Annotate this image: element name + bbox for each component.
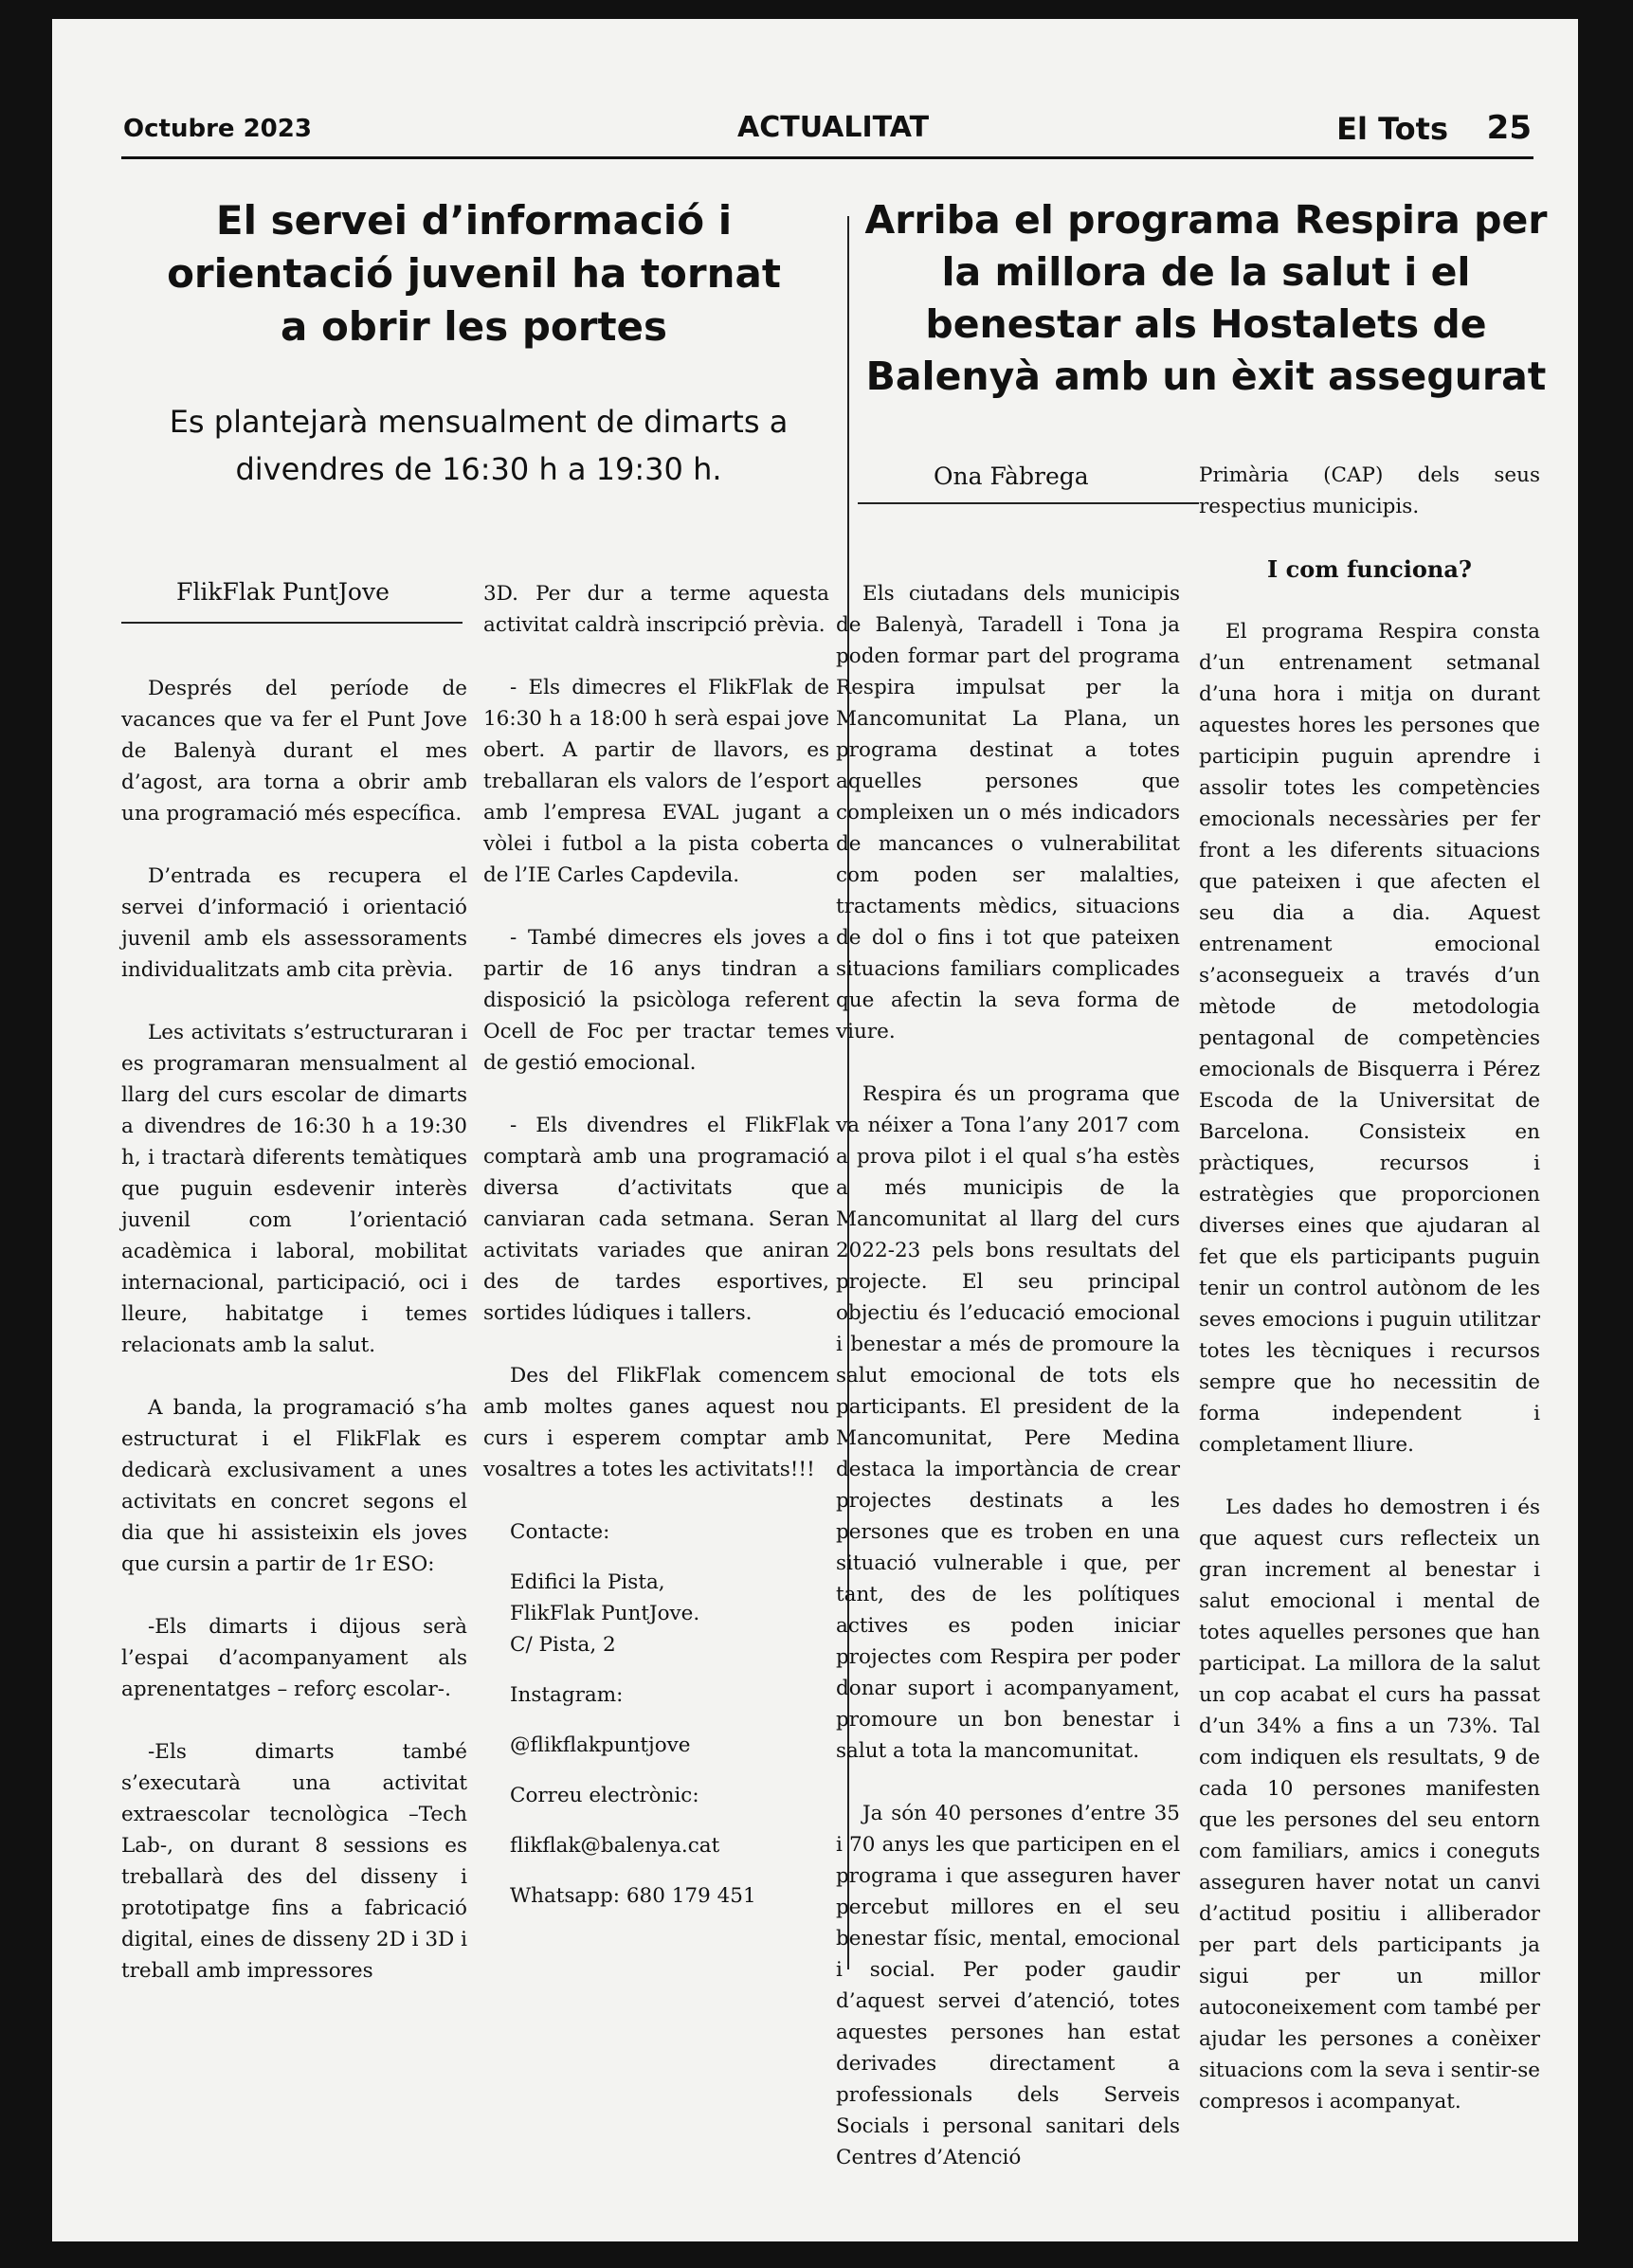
article1-column-1 — [121, 673, 467, 1987]
paragraph: A banda, la programació s’ha estructurat i el FlikFlak es dedicarà exclusivament a unes activitats en concret segons el dia que hi assisteixin els joves que cursin a partir de 1r ESO: — [121, 1396, 467, 1576]
paragraph: D’entrada es recupera el servei d’informació i orientació juvenil amb els assessoraments individualitzats amb cita prèvia. — [121, 864, 467, 982]
paragraph: Primària (CAP) dels seus respectius municipis. — [1199, 463, 1540, 518]
paragraph: -Els dimarts també s’executarà una activitat extraescolar tecnològica –Tech Lab-, on durant 8 sessions es treballarà des del disseny i prototipatge fins a fabricació digital, eines de disseny 2D i 3D i treball amb impressores — [121, 1740, 467, 1983]
issue-date: Octubre 2023 — [123, 115, 312, 143]
article1-column-2 — [483, 578, 829, 1931]
instagram-label: Instagram: — [510, 1683, 624, 1707]
paragraph: Respira és un programa que va néixer a Tona l’any 2017 com a prova pilot i el qual s’ha estès a més municipis de la Mancomunitat al llarg del curs 2022-23 pels bons resultats del projecte. El seu principal objectiu és l’educació emocional i benestar a més de promoure la salut emocional de tots els participants. El president de la Mancomunitat, Pere Medina destaca la importància de crear projectes destinats a les persones que es troben en una situació vulnerable i que, per tant, des de les polítiques actives es poden iniciar projectes com Respira per poder donar suport i acompanyament, promoure un bon benestar i salut a tota la mancomunitat. — [836, 1082, 1180, 1763]
contact-address-line: C/ Pista, 2 — [510, 1633, 616, 1657]
newspaper-page — [52, 19, 1578, 2241]
article2-subheading: I com funciona? — [1267, 555, 1472, 583]
paragraph: Ja són 40 persones d’entre 35 i 70 anys les que participen en el programa i que asseguren haver percebut millores en el seu benestar físic, mental, emocional i social. Per poder gaudir d’aquest servei d’atenció, totes aquestes persones han estat derivades directament a professionals dels Serveis Socials i personal sanitari dels Centres d’Atenció — [836, 1802, 1180, 2169]
paragraph: - També dimecres els joves a partir de 16 anys tindran a disposició la psicòloga referent Ocell de Foc per tractar temes de gestió emocional. — [483, 926, 829, 1075]
paragraph: El programa Respira consta d’un entrenament setmanal d’una hora i mitja on durant aquestes hores les persones que participin puguin aprendre i assolir totes les competències emocionals necessàries per fer front a les diferents situacions que pateixen i que afecten el seu dia a dia. Aquest entrenament emocional s’aconsegueix a través d’un mètode de metodologia pentagonal de competències emocionals de Bisquerra i Pérez Escoda de la Universitat de Barcelona. Consisteix en pràctiques, recursos i estratègies que proporcionen diverses eines que ajudaran al fet que els participants puguin tenir un control autònom de les seves emocions i puguin utilitzar totes les tècniques i recursos sempre que ho necessitin de forma independent i completament lliure. — [1199, 620, 1540, 1457]
contact-block — [483, 1516, 829, 1912]
article2-title: Arriba el programa Respira per la millora de la salut i el benestar als Hostalets de Balenyà amb un èxit assegurat — [864, 197, 1548, 399]
paragraph: Després del període de vacances que va fer el Punt Jove de Balenyà durant el mes d’agost, ara torna a obrir amb una programació més específica. — [121, 677, 467, 826]
article1-title: El servei d’informació i orientació juvenil ha tornat a obrir les portes — [167, 197, 781, 350]
whatsapp-number: Whatsapp: 680 179 451 — [510, 1884, 756, 1908]
article1-subtitle: Es plantejarà mensualment de dimarts a divendres de 16:30 h a 19:30 h. — [169, 404, 789, 487]
email-label: Correu electrònic: — [510, 1784, 699, 1807]
instagram-handle: @flikflakpuntjove — [510, 1733, 691, 1757]
email-address: flikflak@balenya.cat — [510, 1834, 720, 1858]
page-header — [121, 100, 1533, 159]
contact-address-line: Edifici la Pista, — [510, 1570, 665, 1594]
section-title: ACTUALITAT — [737, 111, 930, 144]
article2-author: Ona Fàbrega — [858, 463, 1199, 504]
publication-name: El Tots — [1336, 111, 1448, 147]
paragraph: Des del FlikFlak comencem amb moltes ganes aquest nou curs i esperem comptar amb vosaltres a totes les activitats!!! — [483, 1364, 829, 1481]
article1-author: FlikFlak PuntJove — [121, 578, 463, 624]
article2-column-2 — [1199, 460, 1540, 2117]
paragraph: - Els dimecres el FlikFlak de 16:30 h a 18:00 h serà espai jove obert. A partir de llavors, es treballaran els valors de l’esport amb l’empresa EVAL jugant a vòlei i futbol a la pista coberta de l’IE Carles Capdevila. — [483, 676, 829, 887]
paragraph: 3D. Per dur a terme aquesta activitat caldrà inscripció prèvia. — [483, 582, 829, 637]
paragraph: -Els dimarts i dijous serà l’espai d’acompanyament als aprenentatges – reforç escolar-. — [121, 1615, 467, 1701]
contact-heading: Contacte: — [510, 1520, 610, 1544]
paragraph: Les activitats s’estructuraran i es programaran mensualment al llarg del curs escolar de dimarts a divendres de 16:30 h a 19:30 h, i tractarà diferents temàtiques que puguin esdevenir interès juvenil com l’orientació acadèmica i laboral, mobilitat internacional, participació, oci i lleure, habitatge i temes relacionats amb la salut. — [121, 1021, 467, 1357]
paragraph: - Els divendres el FlikFlak comptarà amb una programació diversa d’activitats que canviaran cada setmana. Seran activitats variades que aniran des de tardes esportives, sortides lúdiques i tallers. — [483, 1114, 829, 1325]
paragraph: Els ciutadans dels municipis de Balenyà, Taradell i Tona ja poden formar part del programa Respira impulsat per la Mancomunitat La Plana, un programa destinat a totes aquelles persones que compleixen un o més indicadors de mancances o vulnerabilitat com poden ser malalties, tractaments mèdics, situacions de dol o fins i tot que pateixen situacions familiars complicades que afectin la seva forma de viure. — [836, 582, 1180, 1043]
page-number: 25 — [1486, 109, 1532, 147]
paragraph: Les dades ho demostren i és que aquest curs reflecteix un gran increment al benestar i salut emocional i mental de totes aquelles persones que han participat. La millora de la salut un cop acabat el curs ha passat d’un 34% a fins a un 73%. Tal com indiquen els resultats, 9 de cada 10 persones manifesten que les persones del seu entorn com familiars, amics i coneguts asseguren haver notat un canvi d’actitud positiu i alliberador per part dels participants ja sigui per un millor autoconeixement com també per ajudar les persones a conèixer situacions com la seva i sentir-se compresos i acompanyat. — [1199, 1496, 1540, 2114]
contact-address-line: FlikFlak PuntJove. — [510, 1602, 700, 1625]
article2-column-1 — [836, 578, 1180, 2173]
